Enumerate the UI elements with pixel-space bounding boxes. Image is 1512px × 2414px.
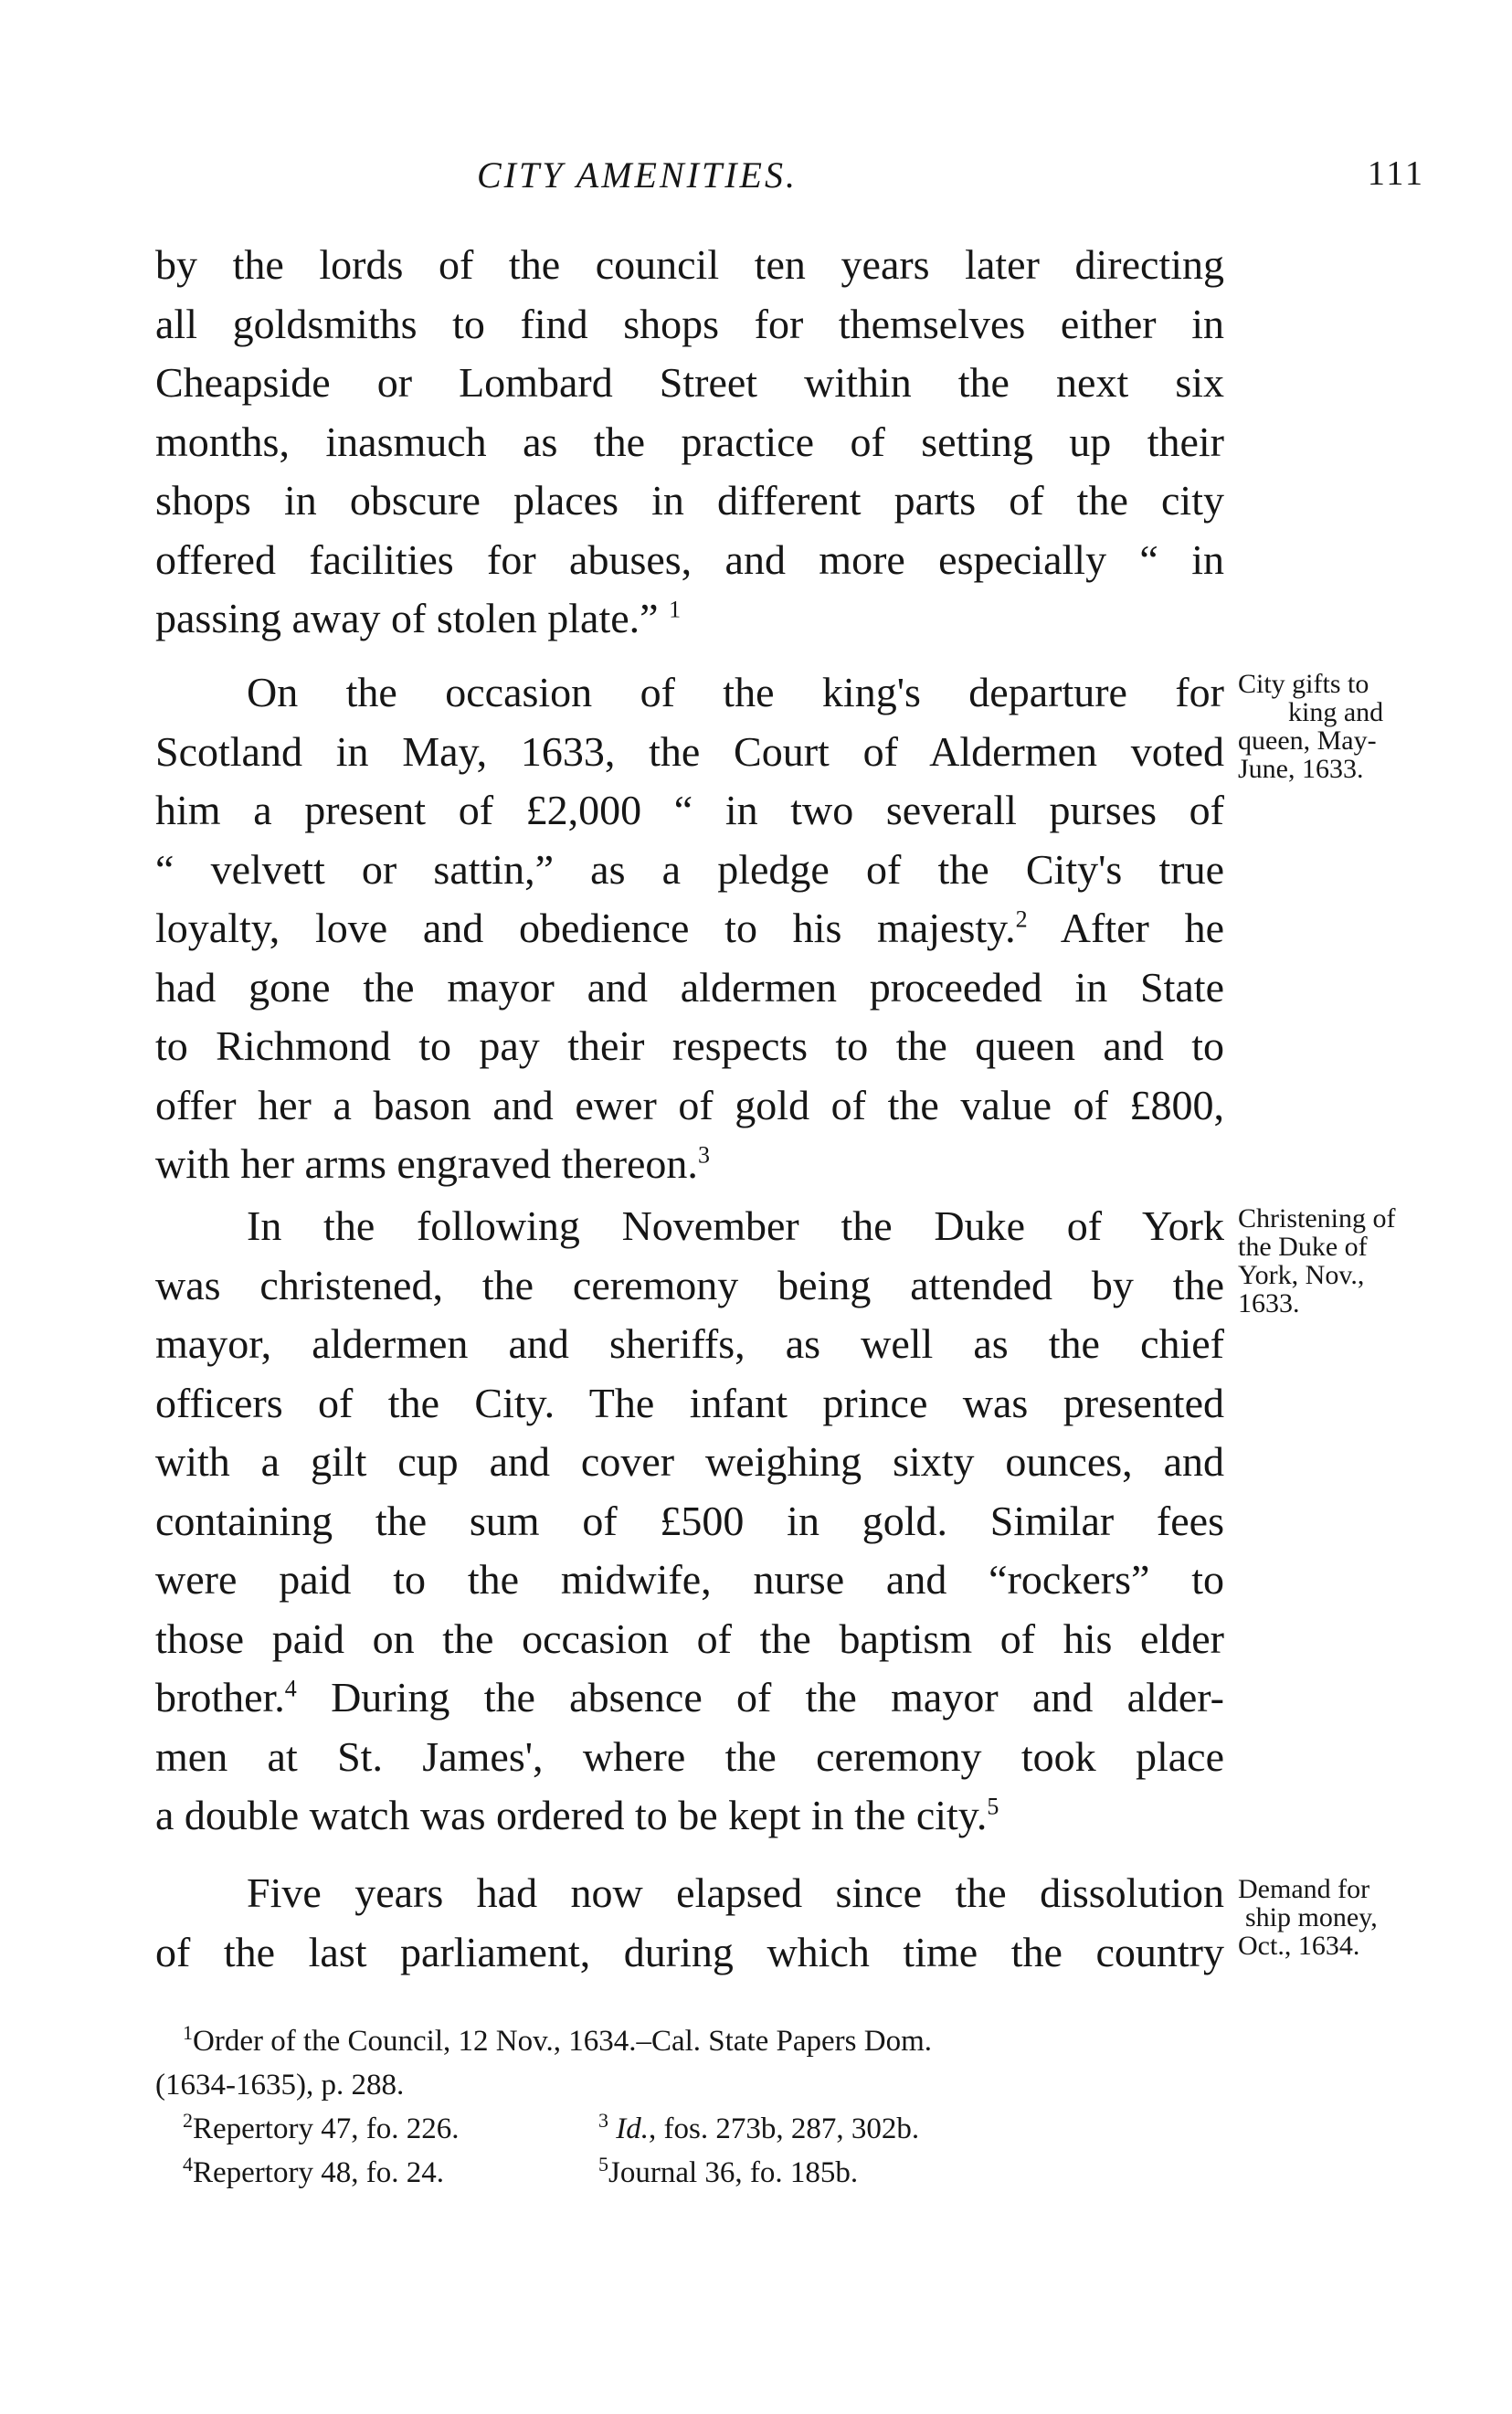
footnote-number: 4 bbox=[183, 2153, 193, 2176]
footnote-number: 2 bbox=[183, 2109, 193, 2132]
footnote-number: 3 bbox=[598, 2109, 608, 2132]
margin-note-line: York, Nov., bbox=[1238, 1260, 1365, 1290]
text-line: to Richmond to pay their respects to the queen and to bbox=[155, 1022, 1224, 1069]
text-line: all goldsmiths to find shops for themselves either in bbox=[155, 300, 1224, 347]
footnote-2 bbox=[183, 2109, 460, 2145]
margin-note-christening bbox=[1238, 1204, 1430, 1318]
text-fragment: After he bbox=[1027, 905, 1224, 951]
text-line: shops in obscure places in different parts of the city bbox=[155, 477, 1224, 524]
text-fragment: brother. bbox=[155, 1674, 285, 1721]
footnote-4 bbox=[183, 2153, 444, 2189]
paragraph-4 bbox=[155, 1864, 1224, 1982]
text-line: Five years had now elapsed since the dissolution bbox=[247, 1869, 1224, 1916]
paragraph-1 bbox=[155, 236, 1224, 649]
margin-note-line: Demand for bbox=[1238, 1874, 1370, 1904]
footnote-text: Repertory 47, fo. 226. bbox=[193, 2112, 460, 2145]
footnote-1-continued: (1634-1635), p. 288. bbox=[155, 2069, 405, 2102]
footnote-5 bbox=[598, 2151, 858, 2195]
footnote-ref: 4 bbox=[284, 1675, 297, 1702]
footnote-text: Repertory 48, fo. 24. bbox=[193, 2156, 444, 2189]
text-line: was christened, the ceremony being attended by the bbox=[155, 1261, 1224, 1308]
margin-note-line: queen, May- bbox=[1238, 725, 1377, 756]
text-line: men at St. James', where the ceremony took place bbox=[155, 1732, 1224, 1780]
margin-note-city-gifts bbox=[1238, 670, 1430, 783]
margin-note-line: June, 1633. bbox=[1238, 754, 1364, 784]
margin-note-line: the Duke of bbox=[1238, 1232, 1368, 1262]
text-line: were paid to the midwife, nurse and “rockers” to bbox=[155, 1556, 1224, 1603]
text-fragment: loyalty, love and obedience to his majesty. bbox=[155, 905, 1016, 951]
margin-note-line: Oct., 1634. bbox=[1238, 1931, 1360, 1961]
text-line-last bbox=[155, 589, 1224, 649]
text-line: In the following November the Duke of York bbox=[247, 1202, 1224, 1249]
text-fragment: a double watch was ordered to be kept in the city. bbox=[155, 1792, 988, 1838]
text-line: months, inasmuch as the practice of setting up their bbox=[155, 418, 1224, 465]
paragraph-3 bbox=[155, 1197, 1224, 1846]
paragraph-2 bbox=[155, 663, 1224, 1194]
footnote-ref: 5 bbox=[987, 1793, 999, 1820]
margin-note-line: king and bbox=[1288, 697, 1384, 727]
text-line: with a gilt cup and cover weighing sixty ounces, and bbox=[155, 1438, 1224, 1485]
footnote-3 bbox=[598, 2107, 919, 2151]
running-head bbox=[155, 154, 1425, 199]
footnotes bbox=[155, 2019, 1224, 2195]
footnote-italic: Id. bbox=[616, 2112, 649, 2145]
footnote-text: , fos. 273b, 287, 302b. bbox=[649, 2112, 920, 2145]
text-line: mayor, aldermen and sheriffs, as well as the chief bbox=[155, 1320, 1224, 1367]
footnote-number: 1 bbox=[183, 2021, 193, 2044]
text-line: those paid on the occasion of the baptism of his elder bbox=[155, 1615, 1224, 1662]
text-line: offered facilities for abuses, and more especially “ in bbox=[155, 535, 1224, 583]
page-number: 111 bbox=[1367, 154, 1425, 193]
text-line: Scotland in May, 1633, the Court of Aldermen voted bbox=[155, 727, 1224, 775]
text-line-last bbox=[155, 1135, 1224, 1194]
text-line: by the lords of the council ten years later directing bbox=[155, 241, 1224, 288]
text-fragment: with her arms engraved thereon. bbox=[155, 1140, 698, 1187]
footnote-row bbox=[183, 2151, 1224, 2195]
text-line-last bbox=[155, 1786, 1224, 1846]
footnote-ref: 3 bbox=[697, 1141, 710, 1169]
text-line: “ velvett or sattin,” as a pledge of the City's true bbox=[155, 845, 1224, 893]
margin-note-line: Christening of bbox=[1238, 1203, 1396, 1233]
text-line: containing the sum of £500 in gold. Similar fees bbox=[155, 1497, 1224, 1544]
text-line: had gone the mayor and aldermen proceeded in State bbox=[155, 963, 1224, 1011]
text-line: offer her a bason and ewer of gold of the value of £800, bbox=[155, 1081, 1224, 1128]
margin-note-line: City gifts to bbox=[1238, 669, 1369, 699]
footnote-ref: 1 bbox=[669, 596, 682, 623]
text-line bbox=[155, 899, 1224, 958]
text-line: of the last parliament, during which time the country bbox=[155, 1928, 1224, 1975]
text-line: officers of the City. The infant prince was presented bbox=[155, 1379, 1224, 1426]
text-line bbox=[155, 1668, 1224, 1728]
footnote-row bbox=[183, 2107, 1224, 2151]
margin-note-ship-money bbox=[1238, 1875, 1430, 1960]
text-line: Cheapside or Lombard Street within the next six bbox=[155, 359, 1224, 406]
margin-note-line: ship money, bbox=[1245, 1902, 1378, 1932]
footnote-text: Order of the Council, 12 Nov., 1634.–Cal. State Papers Dom. bbox=[193, 2025, 932, 2058]
text-fragment: passing away of stolen plate.” bbox=[155, 595, 659, 641]
margin-note-line: 1633. bbox=[1238, 1288, 1300, 1318]
footnote-ref: 2 bbox=[1015, 905, 1028, 933]
footnote-number: 5 bbox=[598, 2153, 608, 2176]
footnote-1 bbox=[183, 2019, 1224, 2063]
text-line: him a present of £2,000 “ in two severall purses of bbox=[155, 787, 1224, 833]
footnote-text: Journal 36, fo. 185b. bbox=[608, 2156, 859, 2189]
text-fragment: During the absence of the mayor and alder- bbox=[296, 1674, 1224, 1721]
text-line: On the occasion of the king's departure for bbox=[247, 669, 1224, 715]
running-title: CITY AMENITIES. bbox=[477, 154, 798, 196]
